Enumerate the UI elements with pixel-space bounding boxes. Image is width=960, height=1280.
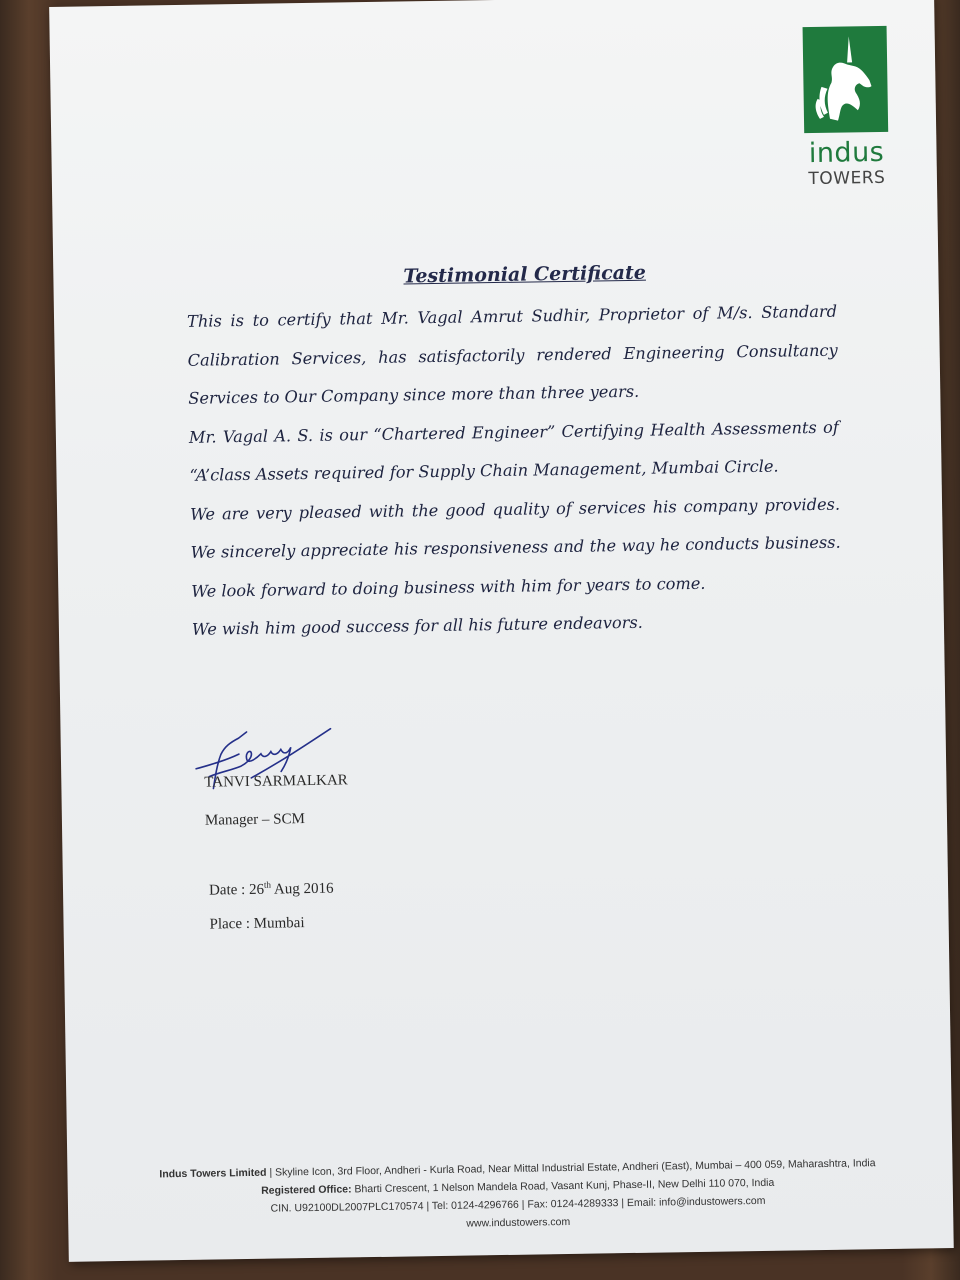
footer-contact: CIN. U92100DL2007PLC170574 | Tel: 0124-4296766 | Fax: 0124-4289333 | Email: info@industowers.com xyxy=(270,1194,766,1215)
paragraph-certify: This is to certify that Mr. Vagal Amrut Sudhir, Proprietor of M/s. Standard Calibration Services, has satisfactorily rendered Engineering Consultancy Services to Our Company since more than three years. xyxy=(186,301,838,408)
footer-address: | Skyline Icon, 3rd Floor, Andheri - Kurla Road, Near Mittal Industrial Estate, Andheri (East), Mumbai – 400 059, Maharashtra, India xyxy=(266,1157,876,1179)
company-logo xyxy=(800,26,893,189)
certificate-place: Place : Mumbai xyxy=(209,915,305,933)
certificate-title: Testimonial Certificate xyxy=(403,261,647,288)
date-label: Date : xyxy=(208,881,250,899)
signatory-name: TANVI SARMALKAR xyxy=(204,772,348,791)
logo-word-indus: indus xyxy=(808,136,885,170)
letterhead-footer xyxy=(107,1153,928,1238)
logo-word-towers: TOWERS xyxy=(808,167,886,190)
date-month-year: Aug 2016 xyxy=(270,880,334,898)
paragraph-appreciation: We are very pleased with the good quality of services his company provides. We sincerely appreciate his responsiveness and the way he conducts business. We look forward to doing business with him for years to come. xyxy=(189,494,841,601)
footer-website: www.industowers.com xyxy=(466,1215,571,1230)
paragraph-chartered-engineer: Mr. Vagal A. S. is our “Chartered Engineer” Certifying Health Assessments of “A’class Assets required for Supply Chain Management, Mumbai Circle. xyxy=(188,417,839,485)
footer-registered-address: Bharti Crescent, 1 Nelson Mandela Road, Vasant Kunj, Phase-II, New Delhi 110 070, India xyxy=(351,1176,775,1196)
date-day: 26 xyxy=(248,881,265,898)
certificate-date xyxy=(209,879,334,900)
footer-registered-label: Registered Office: xyxy=(261,1183,352,1197)
paragraph-wishes: We wish him good success for all his future endeavors. xyxy=(191,612,643,639)
footer-company: Indus Towers Limited xyxy=(159,1166,267,1181)
unicorn-icon xyxy=(803,26,889,133)
certificate-body xyxy=(187,293,842,650)
date-suffix: th xyxy=(263,879,272,890)
signatory-role: Manager – SCM xyxy=(204,811,306,829)
logo-box xyxy=(803,26,889,133)
certificate-paper xyxy=(49,0,954,1262)
